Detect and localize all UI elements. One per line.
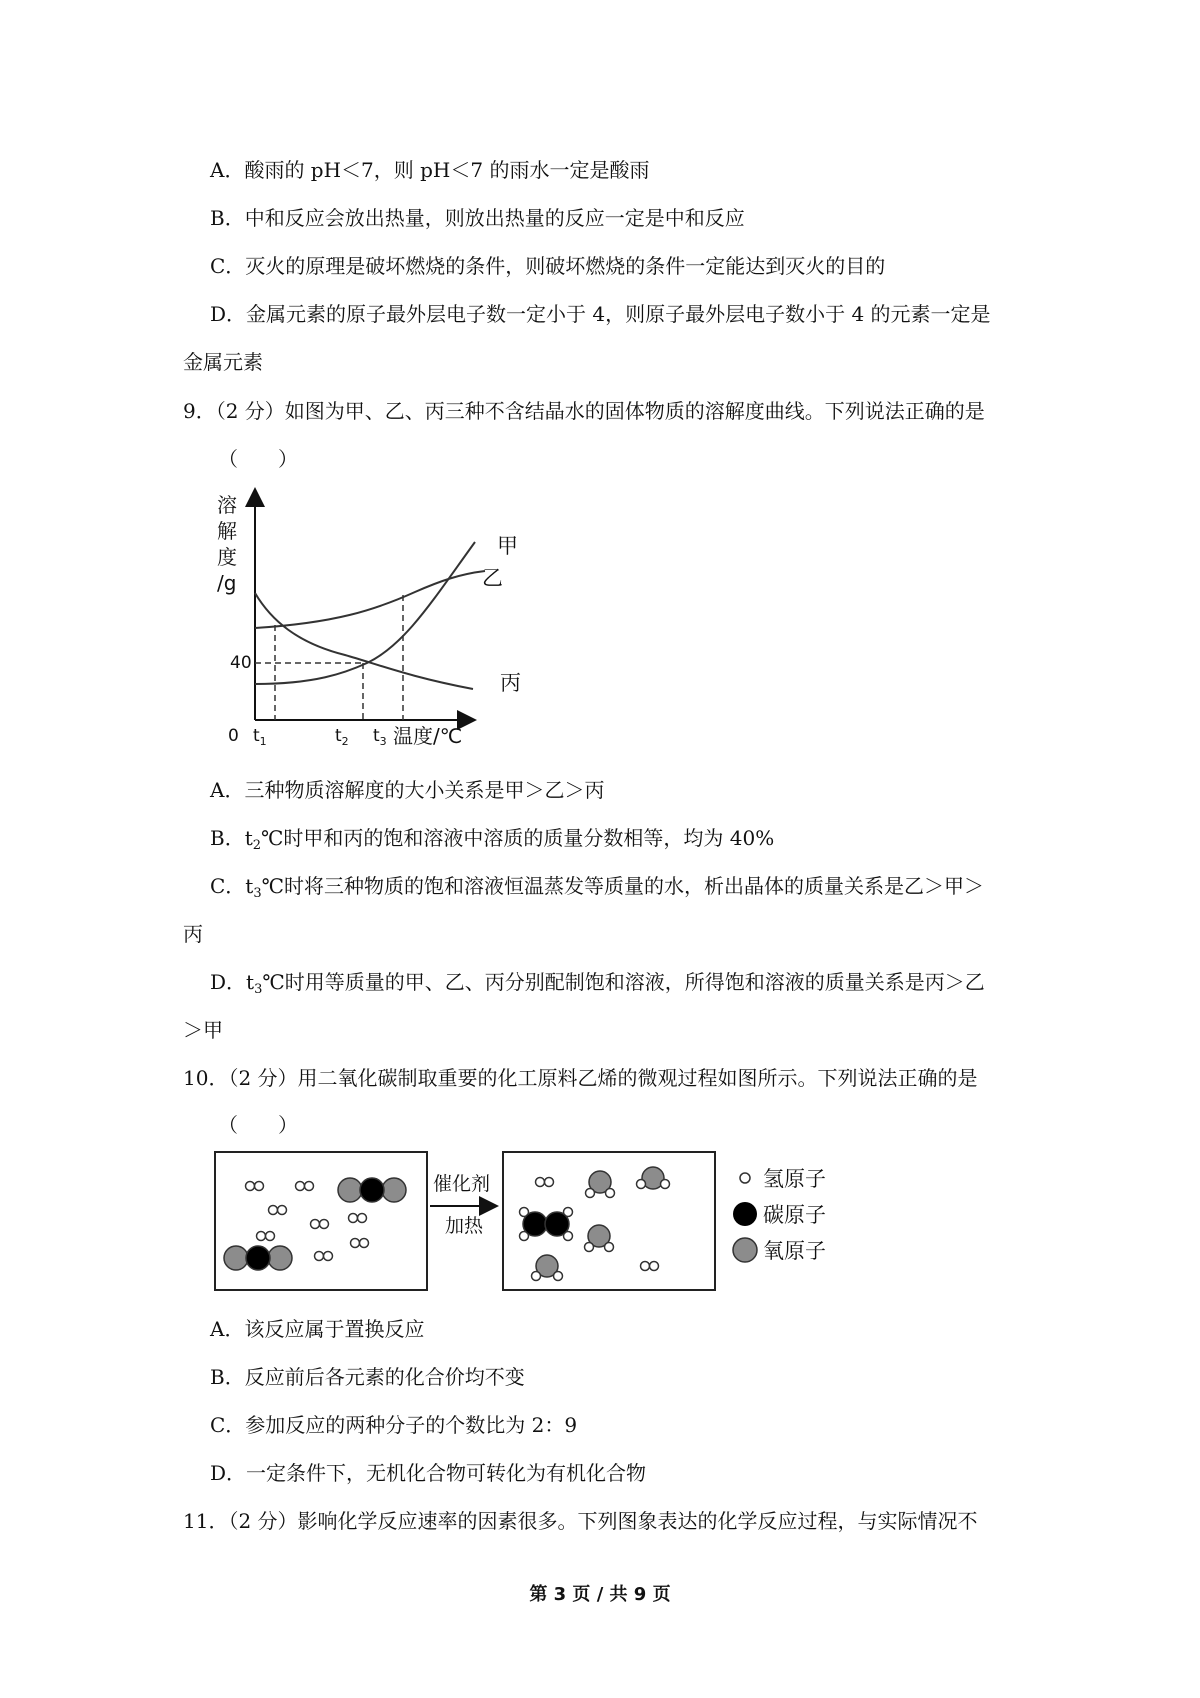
q8-option-b: B．中和反应会放出热量，则放出热量的反应一定是中和反应 [210,206,745,230]
y-axis-label-4: /g [217,571,237,595]
x-axis-label: 温度/℃ [393,724,463,748]
hydrogen-atom [315,1252,324,1261]
q9-option-d: D．$t_3℃$时用等质量的甲、乙、丙分别配制饱和溶液，所得饱和溶液的质量关系是丙＞乙 [210,970,985,997]
hydrogen-atom [641,1262,650,1271]
x-tick-t2: $t_2$ [335,726,349,748]
heating-label: 加热 [445,1215,484,1237]
hydrogen-atom [266,1232,275,1241]
hydrogen-atom [358,1214,367,1223]
hydrogen-atom [246,1182,255,1191]
legend-hydrogen-icon [740,1173,750,1183]
catalyst-label: 催化剂 [433,1173,491,1195]
q10-option-a: A．该反应属于置换反应 [210,1317,425,1341]
q10-answer-paren: （ ） [218,1113,298,1137]
origin-label: 0 [228,726,239,746]
y-axis-label-3: 度 [217,545,237,569]
q10-option-c: C．参加反应的两种分子的个数比为 2：9 [210,1413,578,1437]
hydrogen-atom [661,1180,670,1189]
hydrogen-atom [320,1220,329,1229]
q8-option-d-continuation: 金属元素 [183,350,263,374]
hydrogen-atom [650,1262,659,1271]
series-label-bing: 丙 [500,671,521,695]
oxygen-atom [338,1178,362,1202]
reaction-diagram [205,1148,855,1298]
oxygen-atom [224,1246,248,1270]
legend [733,1167,826,1263]
page-footer: 第 3 页 / 共 9 页 [529,1584,671,1605]
hydrogen-atom [545,1178,554,1187]
hydrogen-atom [305,1182,314,1191]
series-label-jia: 甲 [497,534,518,558]
hydrogen-atom [255,1182,264,1191]
q9-option-a: A．三种物质溶解度的大小关系是甲＞乙＞丙 [210,778,605,802]
legend-oxygen-label: 氧原子 [763,1239,826,1263]
hydrogen-atom [585,1243,594,1252]
q8-option-c: C．灭火的原理是破坏燃烧的条件，则破坏燃烧的条件一定能达到灭火的目的 [210,254,886,278]
q9-option-c: C．$t_3℃$时将三种物质的饱和溶液恒温蒸发等质量的水，析出晶体的质量关系是乙＞甲＞ [210,874,984,901]
hydrogen-atom [605,1243,614,1252]
y-axis-label-1: 溶 [217,493,237,517]
hydrogen-atom [324,1252,333,1261]
y-tick-40: 40 [230,653,252,673]
legend-hydrogen-label: 氢原子 [763,1167,826,1191]
q10-option-b: B．反应前后各元素的化合价均不变 [210,1365,525,1389]
hydrogen-atom [269,1206,278,1215]
carbon-atom [545,1212,569,1236]
q9-answer-paren: （ ） [218,447,298,471]
curve-bing [255,593,473,689]
carbon-atom [246,1246,270,1270]
hydrogen-atom [257,1232,266,1241]
hydrogen-atom [606,1189,615,1198]
hydrogen-atom [296,1182,305,1191]
hydrogen-atom [637,1180,646,1189]
q11-stem: 11．（2 分）影响化学反应速率的因素很多。下列图象表达的化学反应过程，与实际情况不 [183,1509,978,1533]
q8-option-a: A．酸雨的 pH＜7，则 pH＜7 的雨水一定是酸雨 [210,158,650,182]
hydrogen-atom [351,1239,360,1248]
y-axis-label-2: 解 [217,519,237,543]
legend-carbon-label: 碳原子 [763,1203,826,1227]
q9-option-b: B．$t_2℃$时甲和丙的饱和溶液中溶质的质量分数相等，均为 40% [210,826,775,853]
solubility-chart [205,485,525,760]
hydrogen-atom [311,1220,320,1229]
curve-yi [255,571,485,628]
hydrogen-atom [532,1272,541,1281]
hydrogen-atom [536,1178,545,1187]
hydrogen-atom [349,1214,358,1223]
x-tick-t3: $t_3$ [373,726,387,748]
q9-option-d-continuation: ＞甲 [183,1018,223,1042]
legend-oxygen-icon [733,1238,757,1262]
q9-stem: 9．（2 分）如图为甲、乙、丙三种不含结晶水的固体物质的溶解度曲线。下列说法正确的是 [183,399,985,423]
q9-option-c-continuation: 丙 [183,922,203,946]
q10-option-d: D．一定条件下，无机化合物可转化为有机化合物 [210,1461,647,1485]
q10-stem: 10．（2 分）用二氧化碳制取重要的化工原料乙烯的微观过程如图所示。下列说法正确的是 [183,1066,978,1090]
oxygen-atom [382,1178,406,1202]
legend-carbon-icon [733,1202,757,1226]
carbon-atom [360,1178,384,1202]
hydrogen-atom [586,1189,595,1198]
oxygen-atom [268,1246,292,1270]
hydrogen-atom [554,1272,563,1281]
hydrogen-atom [360,1239,369,1248]
x-tick-t1: $t_1$ [253,726,267,748]
series-label-yi: 乙 [482,566,503,590]
hydrogen-atom [278,1206,287,1215]
q8-option-d: D．金属元素的原子最外层电子数一定小于 4，则原子最外层电子数小于 4 的元素一定是 [210,302,991,326]
carbon-atom [523,1212,547,1236]
